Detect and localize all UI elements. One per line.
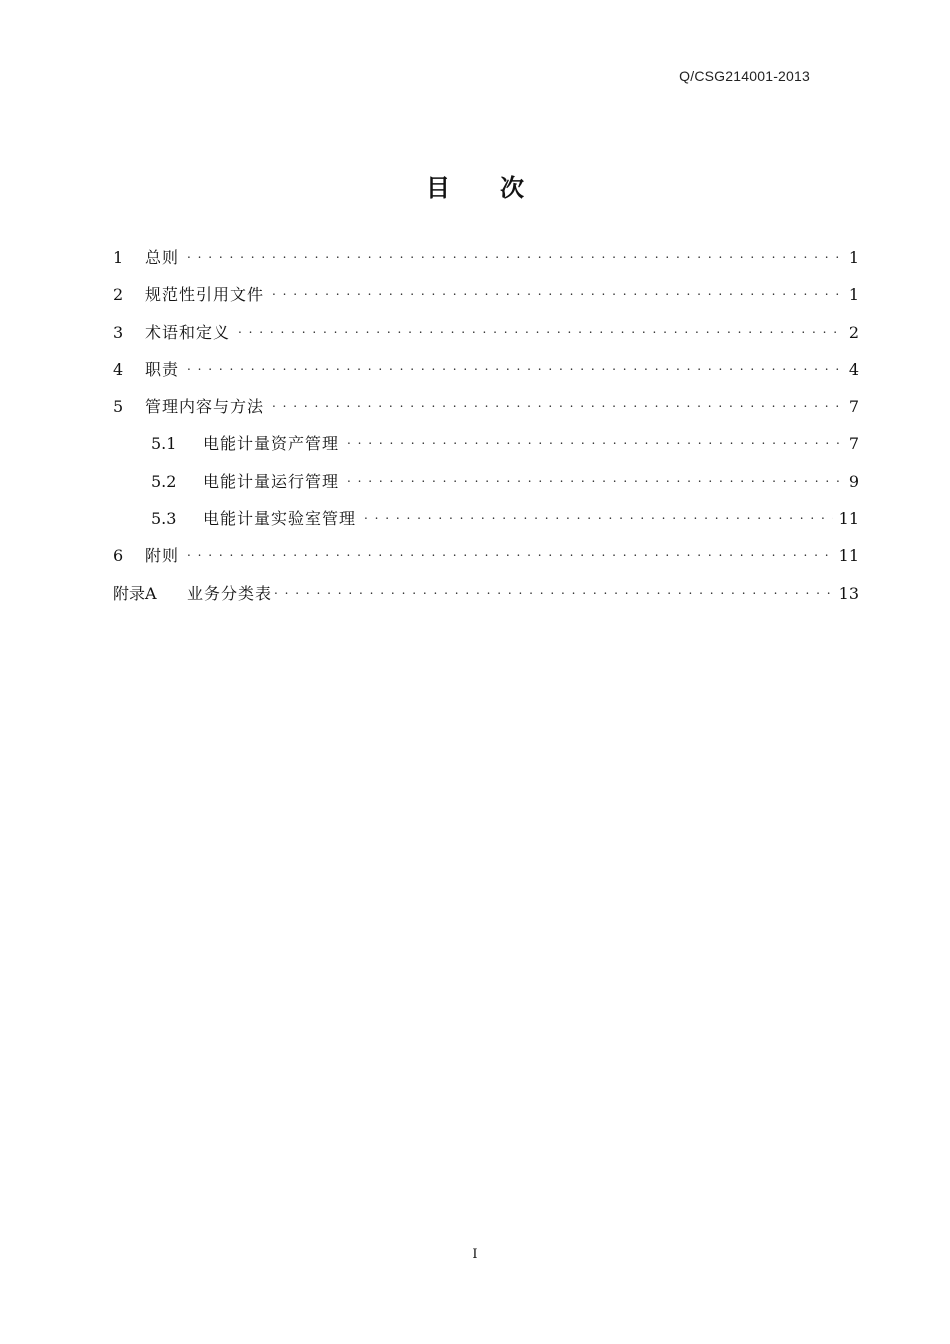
toc-entry-label: 总则 [145,248,180,267]
toc-entry-asset-management[interactable] [113,428,859,465]
toc-entry-number: 5 [113,397,124,417]
toc-entry-number: 2 [113,285,124,305]
toc-leader-dots [347,471,843,487]
toc-leader-dots [187,359,843,375]
document-code: Q/CSG214001-2013 [679,68,810,84]
title-char-right: 次 [500,174,524,202]
toc-entry-supplementary[interactable] [113,540,859,577]
toc-entry-page: 13 [838,583,859,603]
toc-entry-page: 1 [848,285,859,305]
toc-leader-dots [238,322,843,338]
toc-leader-dots [364,508,833,524]
toc-leader-dots [272,284,843,300]
toc-leader-dots [274,583,833,599]
page-number: I [472,1247,478,1262]
toc-entry-page: 9 [848,471,859,491]
toc-entry-page: 4 [848,359,859,379]
toc-entry-label: 电能计量实验室管理 [203,509,357,529]
toc-entry-number: 3 [113,322,124,342]
toc-leader-dots [187,247,843,263]
toc-entry-label: 业务分类表 [187,583,273,603]
toc-entry-number: 6 [113,546,124,566]
toc-leader-dots [347,433,843,449]
toc-entry-responsibilities[interactable] [113,354,859,391]
table-of-contents [113,242,859,615]
toc-entry-label: 附则 [145,546,180,566]
toc-entry-operation-management[interactable] [113,466,859,503]
toc-entry-label: 电能计量资产管理 [203,434,340,454]
toc-entry-number: 附录A [113,583,157,603]
toc-entry-page: 7 [848,434,859,454]
title-char-left: 目 [426,174,450,202]
toc-entry-management-methods[interactable] [113,391,859,428]
toc-leader-dots [272,396,843,412]
toc-entry-laboratory-management[interactable] [113,503,859,540]
toc-entry-page: 2 [848,322,859,342]
toc-entry-page: 1 [848,248,859,267]
toc-entry-terms-definitions[interactable] [113,317,859,354]
toc-entry-number: 5.1 [151,434,177,454]
toc-leader-dots [187,545,833,561]
toc-entry-normative-references[interactable] [113,279,859,316]
toc-entry-number: 1 [113,248,124,267]
toc-entry-number: 5.3 [151,509,177,529]
toc-entry-number: 5.2 [151,471,177,491]
toc-entry-appendix-a[interactable] [113,578,859,615]
toc-entry-label: 管理内容与方法 [145,397,265,417]
page-title [0,168,950,203]
toc-entry-page: 11 [838,546,859,566]
toc-entry-label: 术语和定义 [145,322,231,342]
toc-entry-label: 职责 [145,359,180,379]
toc-entry-page: 11 [838,509,859,529]
toc-entry-label: 电能计量运行管理 [203,471,340,491]
toc-entry-general[interactable] [113,242,859,279]
toc-entry-number: 4 [113,359,124,379]
toc-entry-label: 规范性引用文件 [145,285,265,305]
toc-entry-page: 7 [848,397,859,417]
